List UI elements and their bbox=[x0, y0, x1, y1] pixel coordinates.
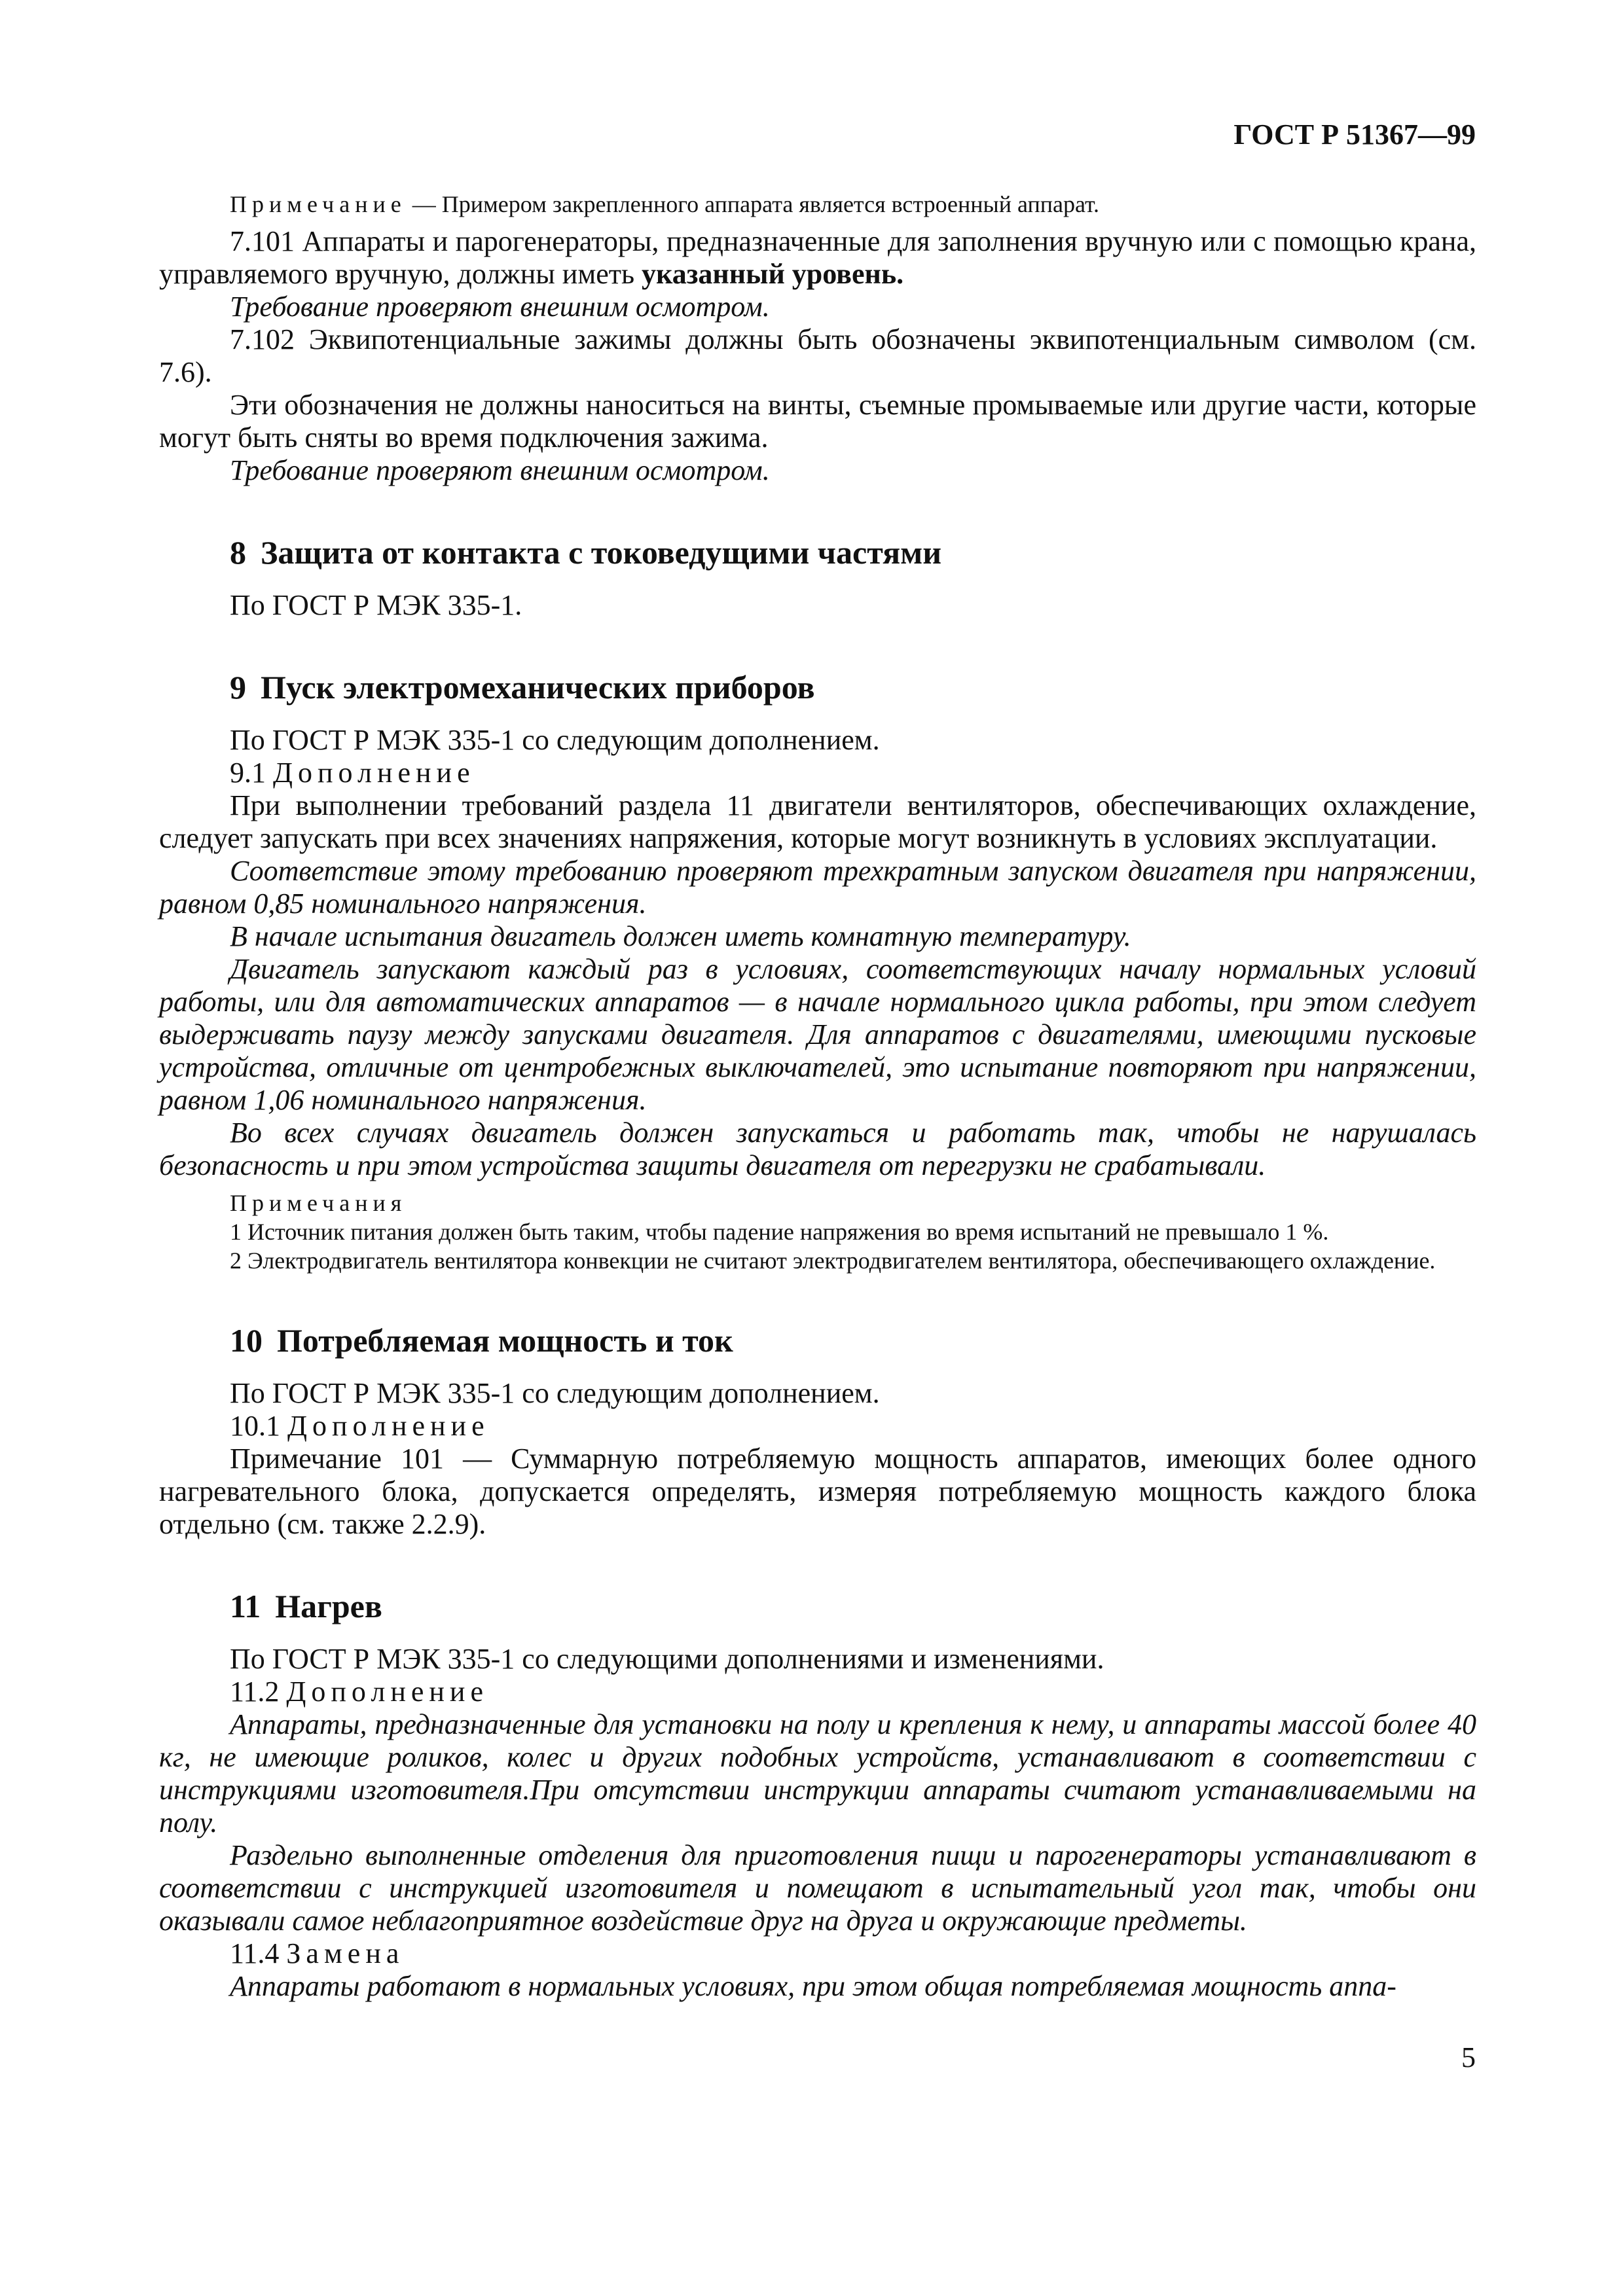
subclause-11-4-number: 11.4 bbox=[230, 1937, 280, 1969]
section-9-text: По ГОСТ Р МЭК 335-1 со следующим дополнением. bbox=[230, 724, 880, 756]
subclause-10-1-number: 10.1 bbox=[230, 1410, 280, 1442]
section-9-italic-4: Во всех случаях двигатель должен запускаться и работать так, чтобы не нарушалась безопасность и при этом устройства защиты двигателя от перегрузки не срабатывали. bbox=[159, 1117, 1476, 1181]
section-10-title: Потребляемая мощность и ток bbox=[277, 1322, 733, 1359]
section-10-text: По ГОСТ Р МЭК 335-1 со следующим дополнением. bbox=[230, 1377, 880, 1409]
section-11-heading bbox=[230, 1587, 1476, 1626]
section-11-italic-3: Аппараты работают в нормальных условиях, при этом общая потребляемая мощность аппа- bbox=[230, 1970, 1396, 2002]
subclause-11-2-label: Дополнение bbox=[286, 1676, 489, 1708]
note-label: Примечание bbox=[230, 191, 407, 217]
section-11-title: Нагрев bbox=[275, 1588, 382, 1624]
subclause-11-4-label: Замена bbox=[286, 1937, 405, 1969]
clause-7-101-bold: указанный уровень. bbox=[642, 258, 904, 290]
clause-7-101-text: 7.101 Аппараты и парогенераторы, предназначенные для заполнения вручную или с помощью крана, управляемого вручную, должны иметь bbox=[159, 225, 1476, 290]
subclause-9-1-number: 9.1 bbox=[230, 757, 266, 789]
section-9-italic-1: Соответствие этому требованию проверяют трехкратным запуском двигателя при напряжении, равном 0,85 номинального напряжения. bbox=[159, 855, 1476, 920]
note-text: — Примером закрепленного аппарата является встроенный аппарат. bbox=[406, 191, 1100, 217]
section-9-note-2: 2 Электродвигатель вентилятора конвекции не считают электродвигателем вентилятора, обеспечивающего охлаждение. bbox=[230, 1247, 1436, 1274]
note-7 bbox=[159, 190, 1476, 219]
section-10-number: 10 bbox=[230, 1322, 263, 1359]
section-10-para-1: Примечание 101 — Суммарную потребляемую мощность аппаратов, имеющих более одного нагревательного блока, допускается определять, измеряя потребляемую мощность каждого блока отдельно (см. также 2.2.9). bbox=[159, 1443, 1476, 1540]
check-text-1: Требование проверяют внешним осмотром. bbox=[230, 291, 770, 323]
section-8-title: Защита от контакта с токоведущими частями bbox=[261, 534, 942, 571]
section-9-italic-3: Двигатель запускают каждый раз в условиях, соответствующих началу нормальных условий работы, или для автоматических аппаратов — в начале нормального цикла работы, при этом следует выдерживать паузу между запусками двигателя. Для аппаратов с двигателями, имеющими пусковые устройства, отличные от центробежных выключателей, это испытание повторяют при напряжении, равном 1,06 номинального напряжения. bbox=[159, 953, 1476, 1116]
section-9-heading bbox=[230, 668, 1476, 707]
section-9-notes-label: Примечания bbox=[230, 1190, 407, 1216]
document-body bbox=[159, 190, 1476, 2003]
subclause-11-4 bbox=[159, 1937, 1476, 1970]
section-11-text: По ГОСТ Р МЭК 335-1 со следующими дополнениями и изменениями. bbox=[230, 1643, 1104, 1675]
subclause-9-1 bbox=[159, 757, 1476, 789]
clause-7-101 bbox=[159, 225, 1476, 291]
section-11-italic-1: Аппараты, предназначенные для установки на полу и крепления к нему, и аппараты массой более 40 кг, не имеющие роликов, колес и других подобных устройств, устанавливают в соответствии с инструкциями изготовителя.При отсутствии инструкции аппараты считают устанавливаемыми на полу. bbox=[159, 1708, 1476, 1839]
subclause-10-1 bbox=[159, 1410, 1476, 1443]
page-number: 5 bbox=[1461, 2041, 1476, 2073]
section-11-italic-2: Раздельно выполненные отделения для приготовления пищи и парогенераторы устанавливают в соответствии с инструкцией изготовителя и помещают в испытательный угол так, чтобы они оказывали самое неблагоприятное воздействие друг на друга и окружающие предметы. bbox=[159, 1839, 1476, 1937]
section-9-title: Пуск электромеханических приборов bbox=[261, 669, 815, 706]
section-10-heading bbox=[230, 1321, 1476, 1360]
section-9-number: 9 bbox=[230, 669, 246, 706]
subclause-11-2-number: 11.2 bbox=[230, 1676, 280, 1708]
section-9-para-1: При выполнении требований раздела 11 двигатели вентиляторов, обеспечивающих охлаждение, следует запускать при всех значениях напряжения, которые могут возникнуть в условиях эксплуатации. bbox=[159, 789, 1476, 854]
section-8-number: 8 bbox=[230, 534, 246, 571]
clause-7-102: 7.102 Эквипотенциальные зажимы должны быть обозначены эквипотенциальным символом (см. 7.6). bbox=[159, 323, 1476, 388]
subclause-10-1-label: Дополнение bbox=[287, 1410, 490, 1442]
document-header: ГОСТ Р 51367—99 bbox=[1233, 118, 1476, 151]
subclause-9-1-label: Дополнение bbox=[273, 757, 475, 789]
section-9-italic-2: В начале испытания двигатель должен иметь комнатную температуру. bbox=[230, 920, 1131, 952]
subclause-11-2 bbox=[159, 1676, 1476, 1708]
section-8-text: По ГОСТ Р МЭК 335-1. bbox=[230, 589, 522, 621]
section-8-heading bbox=[230, 533, 1476, 572]
section-11-number: 11 bbox=[230, 1588, 261, 1624]
clause-7-102-b: Эти обозначения не должны наноситься на винты, съемные промываемые или другие части, которые могут быть сняты во время подключения зажима. bbox=[159, 389, 1476, 454]
check-text-2: Требование проверяют внешним осмотром. bbox=[230, 454, 770, 486]
section-9-note-1: 1 Источник питания должен быть таким, чтобы падение напряжения во время испытаний не превышало 1 %. bbox=[230, 1219, 1329, 1245]
